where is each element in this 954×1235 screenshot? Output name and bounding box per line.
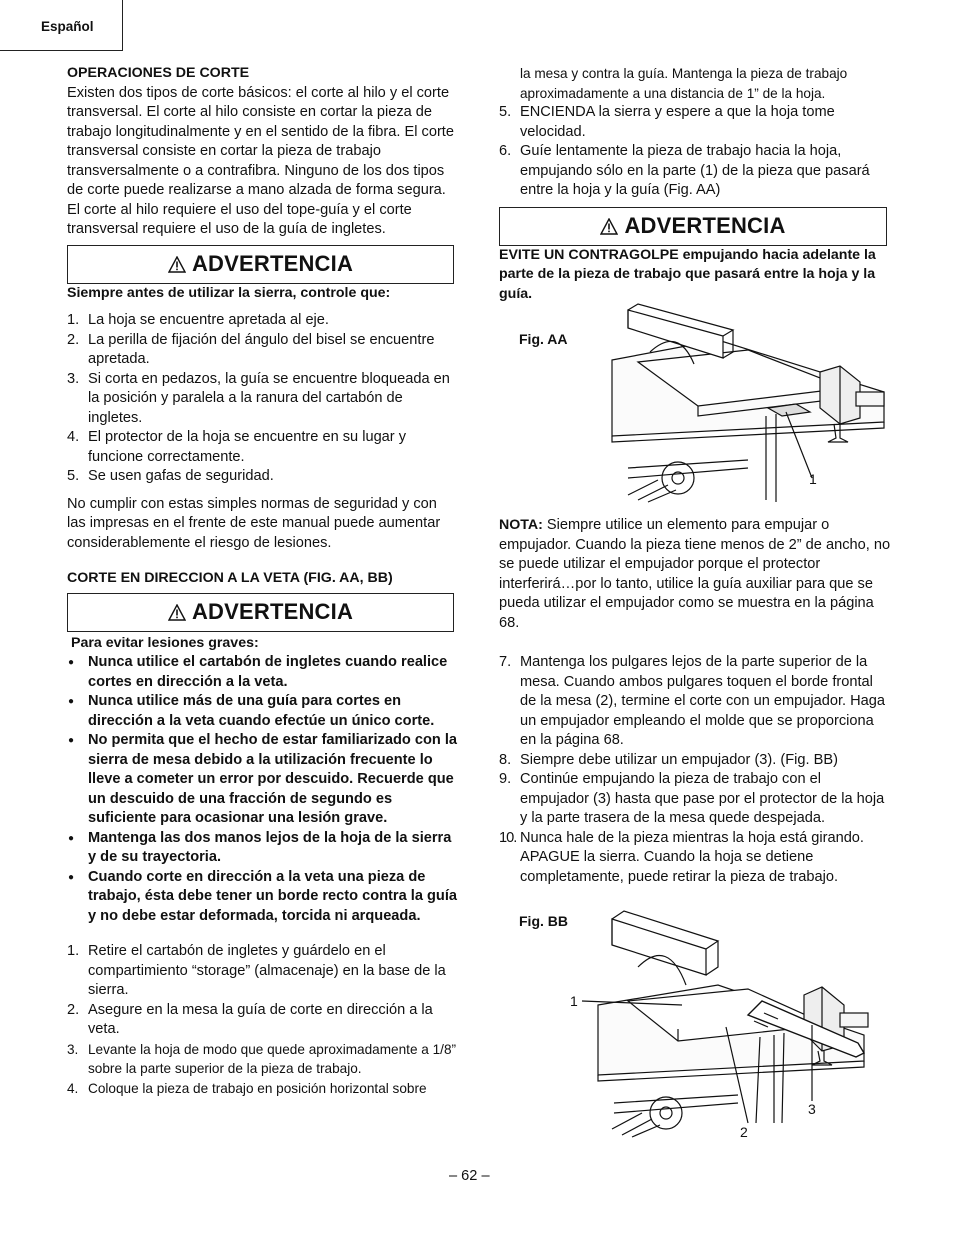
list-item: ● Cuando corte en dirección a la veta una pieza de trabajo, ésta debe tener un borde recto contra la guía y no debe estar deformada, torcida ni arqueada. (67, 868, 459, 927)
section-title-rip-cut: CORTE EN DIRECCION A LA VETA (FIG. AA, BB) (67, 570, 393, 586)
fig-aa-callout-1: 1 (809, 471, 817, 487)
list-item: 2. Asegure en la mesa la guía de corte en dirección a la veta. (67, 1001, 433, 1037)
list-item: ● Mantenga las dos manos lejos de la hoja de la sierra y de su trayectoria. (67, 829, 459, 868)
note-block (499, 516, 891, 887)
warning-box-2 (67, 593, 454, 632)
list-item: 2. La perilla de fijación del ángulo del bisel se encuentre apretada. (67, 331, 435, 367)
warning-triangle-icon (600, 218, 618, 235)
language-label: Español (41, 19, 94, 34)
warning-2-intro: Para evitar lesiones graves: (71, 634, 259, 651)
list-item: 3. Si corta en pedazos, la guía se encuentre bloqueada en la posición y paralela a la ranura del cartabón de ingletes. (67, 370, 450, 426)
fig-bb-table-saw-illustration (568, 905, 880, 1145)
language-tab (0, 0, 123, 51)
list-item: 6. Guíe lentamente la pieza de trabajo hacia la hoja, empujando sólo en la parte (1) de la pieza que pasará entre la hoja y la guía (Fig. AA) (499, 143, 870, 198)
fig-bb-label: Fig. BB (519, 913, 568, 929)
kickback-warning-text: EVITE UN CONTRAGOLPE empujando hacia adelante la parte de la pieza de trabajo que pasará entre la hoja y la guía. (499, 246, 876, 302)
rip-cut-steps-continued (499, 103, 891, 201)
note-paragraph (499, 516, 891, 633)
page-number: – 62 – (449, 1168, 490, 1184)
note-label: NOTA: (499, 517, 543, 533)
left-column (67, 64, 459, 1098)
right-column (499, 64, 891, 304)
list-item: ● Nunca utilice el cartabón de ingletes cuando realice cortes en dirección a la veta. (67, 653, 459, 692)
fig-bb-callout-1: 1 (570, 993, 578, 1009)
list-item: 4. Coloque la pieza de trabajo en posición horizontal sobre (67, 1080, 427, 1096)
warning-label-2: ADVERTENCIA (191, 599, 354, 625)
warning-label-1: ADVERTENCIA (191, 251, 354, 277)
fig-bb-callout-2: 2 (740, 1124, 748, 1140)
section-title-cutting-operations: OPERACIONES DE CORTE (67, 65, 250, 81)
warning-label-3: ADVERTENCIA (624, 213, 786, 239)
list-item: 8. Siempre debe utilizar un empujador (3). (Fig. BB) (499, 751, 838, 768)
list-item: 3. Levante la hoja de modo que quede aproximadamente a 1/8” sobre la parte superior de la pieza de trabajo. (67, 1041, 457, 1076)
warning-box-1 (67, 245, 454, 284)
list-item: 4. El protector de la hoja se encuentre en su lugar y funcione correctamente. (67, 429, 407, 465)
step-4-continuation: la mesa y contra la guía. Mantenga la pieza de trabajo aproximadamente a una distancia de 1” de la hoja. (520, 66, 848, 101)
rip-cut-steps (67, 942, 459, 1098)
safety-checklist (67, 311, 459, 487)
list-item: 5. ENCIENDA la sierra y espere a que la hoja tome velocidad. (499, 104, 835, 140)
note-text: Siempre utilice un elemento para empujar o empujador. Cuando la pieza tiene menos de 2” de ancho, no se puede utilizar el empujador porque el protector interferirá…por lo tanto, utilice la guía auxiliar para que se pueda utilizar el empujador como se muestra en la página 68. (499, 517, 891, 631)
fig-aa-label: Fig. AA (519, 331, 568, 347)
list-item: ● No permita que el hecho de estar familiarizado con la sierra de mesa debido a la utilización frecuente lo lleve a cometer un error por descuido. Recuerde que un descuido de una fracción de segundo es suficiente para ocasionar una lesión grave. (67, 731, 459, 829)
push-stick-steps (499, 653, 891, 887)
list-item: 10. Nunca hale de la pieza mientras la hoja está girando. APAGUE la sierra. Cuando la hoja se detiene completamente, puede retirar la pieza de trabajo. (499, 829, 864, 885)
warning-2-bullets (67, 653, 459, 926)
fig-bb-callout-3: 3 (808, 1101, 816, 1117)
list-item: 1. La hoja se encuentre apretada al eje. (67, 312, 329, 328)
list-item: 7. Mantenga los pulgares lejos de la parte superior de la mesa. Cuando ambos pulgares toquen el borde frontal de la mesa (2), termine el corte con un empujador. Haga un empujador empleando el molde que se proporciona en la página 68. (499, 654, 886, 748)
cutting-operations-body: Existen dos tipos de corte básicos: el corte al hilo y el corte transversal. El corte al hilo consiste en cortar la pieza de trabajo longitudinalmente y en el sentido de la fibra. El corte transversal consiste en cortar la pieza de trabajo transversalmente o a contrafibra. Ninguno de los dos tipos de corte puede realizarse a mano alzada de forma segura. El corte al hilo requiere el uso del tope-guía y el corte transversal requiere el uso de la guía de ingletes. (67, 84, 454, 237)
warning-1-intro: Siempre antes de utilizar la sierra, controle que: (67, 284, 391, 301)
warning-triangle-icon (168, 604, 186, 621)
warning-triangle-icon (168, 256, 186, 273)
list-item: ● Nunca utilice más de una guía para cortes en dirección a la veta cuando efectúe un único corte. (67, 692, 459, 731)
list-item: 5. Se usen gafas de seguridad. (67, 468, 274, 484)
list-item: 9. Continúe empujando la pieza de trabajo con el empujador (3) hasta que pase por el protector de la hoja y la parte trasera de la mesa quede despejada. (499, 771, 885, 826)
list-item: 1. Retire el cartabón de ingletes y guárdelo en el compartimiento “storage” (almacenaje) en la base de la sierra. (67, 943, 446, 998)
fig-aa-table-saw-illustration (598, 300, 890, 505)
compliance-note: No cumplir con estas simples normas de seguridad y con las impresas en el frente de este manual puede aumentar considerablemente el riesgo de lesiones. (67, 495, 441, 551)
warning-box-3 (499, 207, 887, 246)
